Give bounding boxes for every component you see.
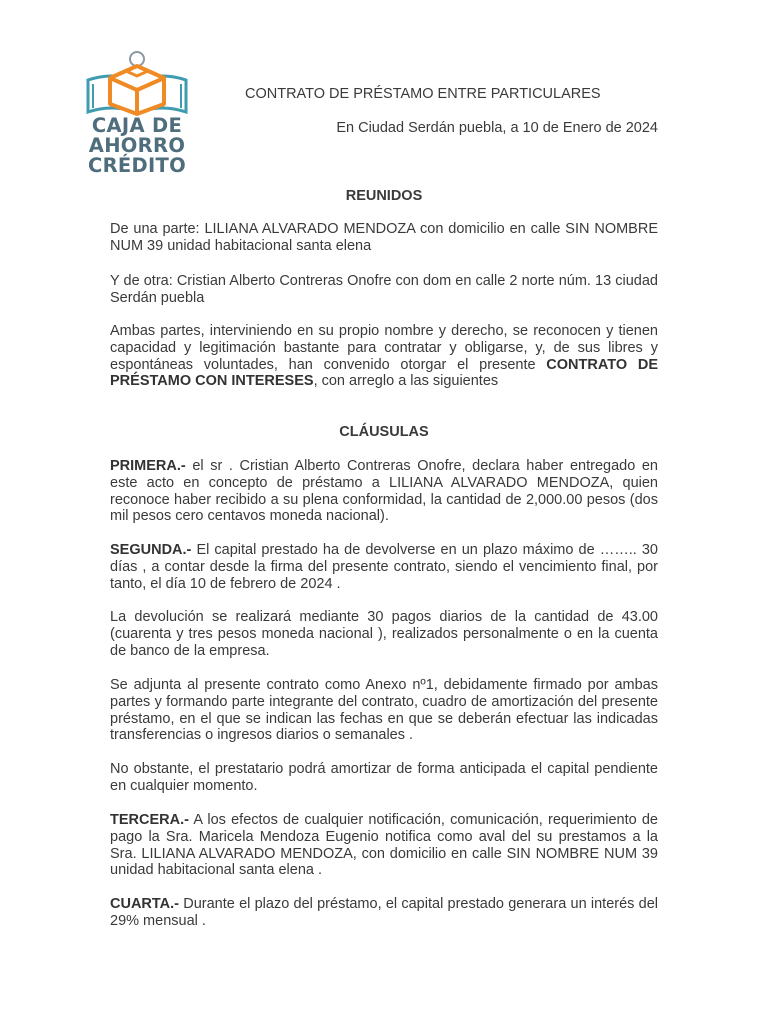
logo-graphic bbox=[82, 50, 192, 116]
clausula-segunda bbox=[110, 542, 658, 592]
amortizacion-paragraph: No obstante, el prestatario podrá amortizar de forma anticipada el capital pendiente en cualquier momento. bbox=[110, 761, 658, 794]
ambas-partes-paragraph bbox=[110, 323, 658, 390]
parte-prestataria: De una parte: LILIANA ALVARADO MENDOZA con domicilio en calle SIN NOMBRE NUM 39 unidad habitacional santa elena bbox=[110, 221, 658, 254]
clausula-cuarta-text: Durante el plazo del préstamo, el capital prestado generara un interés del 29% mensual . bbox=[110, 896, 658, 929]
logo-line-3: CRÉDITO bbox=[87, 154, 187, 177]
heading-clausulas: CLÁUSULAS bbox=[339, 424, 429, 440]
devolucion-paragraph: La devolución se realizará mediante 30 pagos diarios de la cantidad de 43.00 (cuarenta y tres pesos moneda nacional ), realizados personalmente o en la cuenta de banco de la empresa. bbox=[110, 609, 658, 659]
contract-type-bold: CONTRATO DE PRÉSTAMO CON INTERESES bbox=[110, 356, 658, 390]
anexo-paragraph: Se adjunta al presente contrato como Anexo nº1, debidamente firmado por ambas partes y formando parte integrante del contrato, cuadro de amortización del presente préstamo, en el que se indican las fechas en que se deberán efectuar las indicadas transferencias o ingresos diarios o semanales . bbox=[110, 677, 658, 744]
ambas-partes-text: Ambas partes, interviniendo en su propio nombre y derecho, se reconocen y tienen capacidad y legitimación bastante para contratar y obligarse, y, de sus libres y espontáneas voluntades, han convenido otorgar el presente bbox=[110, 323, 658, 373]
clausula-tercera-label: TERCERA.- bbox=[110, 812, 189, 828]
clausula-cuarta-label: CUARTA.- bbox=[110, 896, 179, 912]
clausula-primera-text: el sr . Cristian Alberto Contreras Onofre, declara haber entregado en este acto en concepto de préstamo a LILIANA ALVARADO MENDOZA, quien reconoce haber recibido a su plena conformidad, la cantidad de 2,000.00 pesos (dos mil pesos cero centavos moneda nacional). bbox=[110, 458, 658, 525]
parte-prestamista: Y de otra: Cristian Alberto Contreras Onofre con dom en calle 2 norte núm. 13 ciudad Serdán puebla bbox=[110, 273, 658, 306]
clausula-tercera-text: A los efectos de cualquier notificación, comunicación, requerimiento de pago la Sra. Maricela Mendoza Eugenio notifica como aval del su prestamos a la Sra. LILIANA ALVARADO MENDOZA, con domicilio en calle SIN NOMBRE NUM 39 unidad habitacional santa elena . bbox=[110, 812, 658, 879]
document-title: CONTRATO DE PRÉSTAMO ENTRE PARTICULARES bbox=[245, 86, 601, 102]
logo-line-2: AHORRO bbox=[88, 134, 186, 157]
clausula-segunda-text: El capital prestado ha de devolverse en un plazo máximo de …….. 30 días , a contar desde la firma del presente contrato, siendo el vencimiento final, por tanto, el día 10 de febrero de 2024 . bbox=[110, 542, 658, 592]
clausula-segunda-label: SEGUNDA.- bbox=[110, 542, 192, 558]
clausula-cuarta bbox=[110, 896, 658, 930]
clausula-primera bbox=[110, 458, 658, 525]
company-logo bbox=[78, 50, 196, 180]
logo-line-1: CAJA DE bbox=[91, 114, 183, 137]
clausula-primera-label: PRIMERA.- bbox=[110, 458, 186, 474]
logo-text bbox=[78, 116, 196, 176]
place-and-date: En Ciudad Serdán puebla, a 10 de Enero de 2024 bbox=[336, 120, 658, 136]
heading-reunidos: REUNIDOS bbox=[345, 188, 423, 204]
clausula-tercera bbox=[110, 812, 658, 879]
ambas-partes-tail: , con arreglo a las siguientes bbox=[313, 373, 499, 390]
